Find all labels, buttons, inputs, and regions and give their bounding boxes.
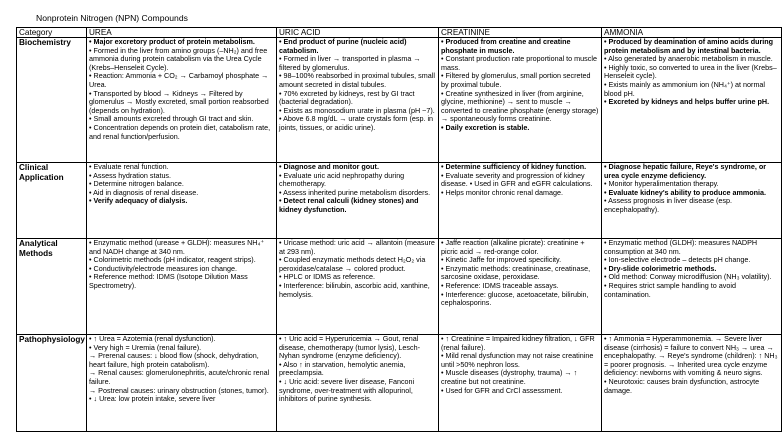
list-item: • Assess inherited purine metabolism disorders. xyxy=(279,189,436,198)
list-item: • Creatine synthesized in liver (from arginine, glycine, methionine) → sent to muscle → converted to creatine phosphate (energy storage) → spontaneously forms creatinine. xyxy=(441,90,599,124)
cell-list xyxy=(89,163,274,206)
list-item: • Determine sufficiency of kidney function. xyxy=(441,163,599,172)
cell-urea xyxy=(87,163,277,239)
list-item: → Renal causes: glomerulonephritis, acute/chronic renal failure. xyxy=(89,368,270,386)
row-category-label: Pathophysiology xyxy=(17,335,87,432)
cell-list xyxy=(279,38,436,133)
table-row-analytical-methods xyxy=(17,239,782,335)
table-header-row xyxy=(17,28,782,38)
cell-list xyxy=(441,335,599,395)
list-item: • Excreted by kidneys and helps buffer urine pH. xyxy=(604,98,779,107)
list-item: • ↑ Ammonia = Hyperammonemia. → Severe liver disease (cirrhosis) = failure to convert NH₃ → urea → encephalopathy. → Reye's syndrome (children): ↑ NH₃ = poorer prognosis. → Inherited urea cycle enzyme deficiency: newborns with vomiting & neuro signs. xyxy=(604,335,779,378)
list-item: • Above 6.8 mg/dL → urate crystals form (esp. in joints, tissues, or acidic urine). xyxy=(279,115,436,132)
list-item: • Colorimetric methods (pH indicator, reagent strips). xyxy=(89,256,274,265)
list-item: • Formed in the liver from amino groups (–NH₂) and free ammonia during protein catabolism via the Urea Cycle (Krebs–Henseleit Cycle). xyxy=(89,47,274,73)
list-item: • Transported by blood → Kidneys → Filtered by glomerulus → Mostly excreted, small portion reabsorbed (depends on hydration). xyxy=(89,90,274,116)
list-item: • Highly toxic, so converted to urea in the liver (Krebs–Henseleit cycle). xyxy=(604,64,779,81)
list-item: • Kinetic Jaffe for improved specificity. xyxy=(441,256,599,265)
document-title: Nonprotein Nitrogen (NPN) Compounds xyxy=(36,13,188,23)
list-item: • Monitor hyperalimentation therapy. xyxy=(604,180,779,189)
list-item: • Also ↑ in starvation, hemolytic anemia, preeclampsia. xyxy=(279,361,436,378)
list-item: • Major excretory product of protein metabolism. xyxy=(89,38,274,47)
list-item: • Determine nitrogen balance. xyxy=(89,180,274,189)
cell-list xyxy=(604,239,779,299)
list-item: • Verify adequacy of dialysis. xyxy=(89,197,274,206)
cell-creatinine xyxy=(439,38,602,163)
header-creatinine: CREATININE xyxy=(439,28,602,38)
list-item: • ↑ Creatinine = Impaired kidney filtration, ↓ GFR (renal failure). xyxy=(441,335,599,352)
list-item: • 70% excreted by kidneys, rest by GI tract (bacterial degradation). xyxy=(279,90,436,107)
list-item: • Interference: bilirubin, ascorbic acid, xanthine, hemolysis. xyxy=(279,282,436,299)
table-row-clinical-application xyxy=(17,163,782,239)
list-item: • Mild renal dysfunction may not raise creatinine until >50% nephron loss. xyxy=(441,352,599,369)
row-category-label: Biochemistry xyxy=(17,38,87,163)
cell-list xyxy=(441,163,599,197)
cell-creatinine xyxy=(439,239,602,335)
list-item: • Coupled enzymatic methods detect H₂O₂ via peroxidase/catalase → colored product. xyxy=(279,256,436,273)
list-item: • Exists mainly as ammonium ion (NH₄⁺) at normal blood pH. xyxy=(604,81,779,98)
list-item: • Interference: glucose, acetoacetate, bilirubin, cephalosporins. xyxy=(441,291,599,308)
list-item: • Requires strict sample handling to avoid contamination. xyxy=(604,282,779,299)
list-item: • Produced by deamination of amino acids during protein metabolism and by intestinal bacteria. xyxy=(604,38,779,55)
list-item: • Conductivity/electrode measures ion change. xyxy=(89,265,274,274)
row-category-label: Analytical Methods xyxy=(17,239,87,335)
list-item: • Filtered by glomerulus, small portion secreted by proximal tubule. xyxy=(441,72,599,89)
cell-list xyxy=(279,163,436,215)
list-item: • Evaluate renal function. xyxy=(89,163,274,172)
list-item: • Jaffe reaction (alkaline picrate): creatinine + picric acid → red-orange color. xyxy=(441,239,599,256)
list-item: • Reaction: Ammonia + CO₂ → Carbamoyl phosphate → Urea. xyxy=(89,72,274,89)
cell-list xyxy=(89,38,274,141)
cell-list xyxy=(604,163,779,215)
cell-ammonia xyxy=(602,38,782,163)
cell-list xyxy=(89,239,274,291)
list-item: • Reference method: IDMS (Isotope Dilution Mass Spectrometry). xyxy=(89,273,274,290)
list-item: • Diagnose hepatic failure, Reye's syndrome, or urea cycle enzyme deficiency. xyxy=(604,163,779,180)
cell-urea xyxy=(87,38,277,163)
cell-creatinine xyxy=(439,163,602,239)
cell-uric-acid xyxy=(277,38,439,163)
list-item: • Assess prognosis in liver disease (esp. encephalopathy). xyxy=(604,197,779,214)
list-item: • Muscle diseases (dystrophy, trauma) → ↑ creatine but not creatinine. xyxy=(441,369,599,386)
list-item: • ↓ Uric acid: severe liver disease, Fanconi syndrome, over-treatment with allopurinol, inhibitors of purine synthesis. xyxy=(279,378,436,404)
list-item: • Evaluate kidney's ability to produce ammonia. xyxy=(604,189,779,198)
cell-urea xyxy=(87,239,277,335)
list-item: → Prerenal causes: ↓ blood flow (shock, dehydration, heart failure, high protein catabolism). xyxy=(89,351,259,369)
list-item: • HPLC or IDMS as reference. xyxy=(279,273,436,282)
list-item: • Enzymatic methods: creatininase, creatinase, sarcosine oxidase, peroxidase. xyxy=(441,265,599,282)
list-item: • Diagnose and monitor gout. xyxy=(279,163,436,172)
list-item: • Also generated by anaerobic metabolism in muscle. xyxy=(604,55,779,64)
cell-list xyxy=(604,335,779,395)
cell-list xyxy=(441,239,599,308)
table-row-biochemistry xyxy=(17,38,782,163)
cell-list xyxy=(279,335,436,404)
cell-creatinine xyxy=(439,335,602,432)
list-item: • Evaluate uric acid nephropathy during chemotherapy. xyxy=(279,172,436,189)
list-item: • Uricase method: uric acid → allantoin (measure at 293 nm). xyxy=(279,239,436,256)
row-category-label: Clinical Application xyxy=(17,163,87,239)
cell-list xyxy=(279,239,436,299)
list-item: • Constant production rate proportional to muscle mass. xyxy=(441,55,599,72)
list-item: • Aid in diagnosis of renal disease. xyxy=(89,189,274,198)
list-item: • Produced from creatine and creatine phosphate in muscle. xyxy=(441,38,599,55)
list-item: • Exists as monosodium urate in plasma (pH ~7). xyxy=(279,107,436,116)
list-item: • Very high = Uremia (renal failure). xyxy=(89,344,274,353)
header-ammonia: AMMONIA xyxy=(602,28,782,38)
list-item: • Small amounts excreted through GI tract and skin. xyxy=(89,115,274,124)
cell-uric-acid xyxy=(277,163,439,239)
list-item: • ↓ Urea: low protein intake, severe liver xyxy=(89,395,274,404)
list-item: • Daily excretion is stable. xyxy=(441,124,599,133)
list-item: • Formed in liver → transported in plasma → filtered by glomerulus. xyxy=(279,55,436,72)
list-item: • Assess hydration status. xyxy=(89,172,274,181)
list-item: • Detect renal calculi (kidney stones) and kidney dysfunction. xyxy=(279,197,436,214)
list-item: • ↑ Urea = Azotemia (renal dysfunction). xyxy=(89,335,274,344)
list-item: • Helps monitor chronic renal damage. xyxy=(441,189,599,198)
list-item: • Evaluate severity and progression of kidney disease. • Used in GFR and eGFR calculations. xyxy=(441,172,599,189)
cell-ammonia xyxy=(602,163,782,239)
cell-uric-acid xyxy=(277,239,439,335)
table-row-pathophysiology xyxy=(17,335,782,432)
list-item: • Enzymatic method (urease + GLDH): measures NH₄⁺ and NADH change at 340 nm. xyxy=(89,239,274,256)
list-item: • Reference: IDMS traceable assays. xyxy=(441,282,599,291)
list-item: • Dry-slide colorimetric methods. xyxy=(604,265,779,274)
list-item: • Used for GFR and CrCl assessment. xyxy=(441,387,599,396)
header-urea: UREA xyxy=(87,28,277,38)
list-item: • End product of purine (nucleic acid) catabolism. xyxy=(279,38,436,55)
list-item: • 98–100% reabsorbed in proximal tubules, small amount secreted in distal tubules. xyxy=(279,72,436,89)
cell-ammonia xyxy=(602,335,782,432)
cell-list xyxy=(441,38,599,133)
cell-ammonia xyxy=(602,239,782,335)
list-item: → Postrenal causes: urinary obstruction (stones, tumor). xyxy=(89,385,269,395)
cell-list xyxy=(89,335,274,404)
cell-urea xyxy=(87,335,277,432)
npn-compounds-table xyxy=(16,27,782,432)
list-item: • ↑ Uric acid = Hyperuricemia → Gout, renal disease, chemotherapy (tumor lysis), Lesch-Nyhan syndrome (enzyme deficiency). xyxy=(279,335,436,361)
list-item: • Enzymatic method (GLDH): measures NADPH consumption at 340 nm. xyxy=(604,239,779,256)
list-item: • Concentration depends on protein diet, catabolism rate, and renal function/perfusion. xyxy=(89,124,274,141)
header-category: Category xyxy=(17,28,87,38)
cell-list xyxy=(604,38,779,107)
list-item: • Old method: Conway microdiffusion (NH₃ volatility). xyxy=(604,273,779,282)
cell-uric-acid xyxy=(277,335,439,432)
header-uric-acid: URIC ACID xyxy=(277,28,439,38)
list-item: • Neurotoxic: causes brain dysfunction, astrocyte damage. xyxy=(604,378,779,395)
list-item: • Ion-selective electrode – detects pH change. xyxy=(604,256,779,265)
